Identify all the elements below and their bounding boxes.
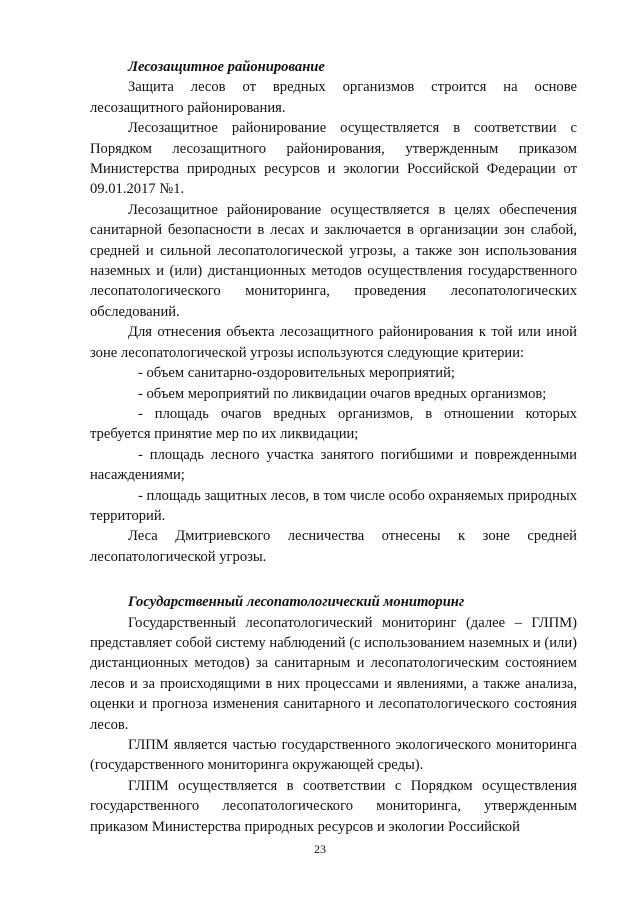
criteria-item: - объем санитарно-оздоровительных мероприятий; — [138, 365, 455, 382]
section-spacer — [90, 567, 577, 592]
paragraph: ГЛПМ осуществляется в соответствии с Порядком осуществления государственного лесопатологического мониторинга, утвержденным приказом Министерства природных ресурсов и экологии Российской — [90, 777, 577, 835]
page-content — [90, 57, 577, 837]
paragraph: ГЛПМ является частью государственного экологического мониторинга (государственного мониторинга окружающей среды). — [90, 737, 577, 774]
paragraph: Лесозащитное районирование осуществляется в целях обеспечения санитарной безопасности в лесах и заключается в организации зон слабой, средней и сильной лесопатологической угрозы, а также зон использования наземных и (или) дистанционных методов осуществления государственного лесопатологического мониторинга, проведения лесопатологических обследований. — [90, 201, 577, 320]
criteria-item: - объем мероприятий по ликвидации очагов вредных организмов; — [138, 385, 547, 402]
criteria-item: - площадь защитных лесов, в том числе особо охраняемых природных территорий. — [90, 487, 577, 524]
paragraph: Лесозащитное районирование осуществляется в соответствии с Порядком лесозащитного районирования, утвержденным приказом Министерства природных ресурсов и экологии Российской Федерации от 09.01.2017 №1. — [90, 120, 577, 198]
criteria-item: - площадь лесного участка занятого погибшими и поврежденными насаждениями; — [90, 446, 577, 484]
page-number: 23 — [314, 842, 326, 856]
paragraph: Для отнесения объекта лесозащитного районирования к той или иной зоне лесопатологической угрозы используются следующие критерии: — [90, 324, 577, 361]
section-heading-monitoring: Государственный лесопатологический мониторинг — [128, 594, 465, 611]
paragraph: Государственный лесопатологический мониторинг (далее – ГЛПМ) представляет собой систему наблюдений (с использованием наземных и (или) дистанционных методов) за санитарным и лесопатологическим состоянием лесов и за происходящими в них процессами и явлениями, а также анализа, оценки и прогноза изменения санитарного и лесопатологического состояния лесов. — [90, 614, 577, 733]
section-heading-forest-zoning: Лесозащитное районирование — [128, 59, 325, 75]
paragraph-conclusion: Леса Дмитриевского лесничества отнесены к зоне средней лесопатологической угрозы. — [90, 528, 577, 565]
paragraph: Защита лесов от вредных организмов строится на основе лесозащитного районирования. — [90, 79, 577, 116]
criteria-item: - площадь очагов вредных организмов, в отношении которых требуется принятие мер по их ликвидации; — [90, 405, 577, 443]
